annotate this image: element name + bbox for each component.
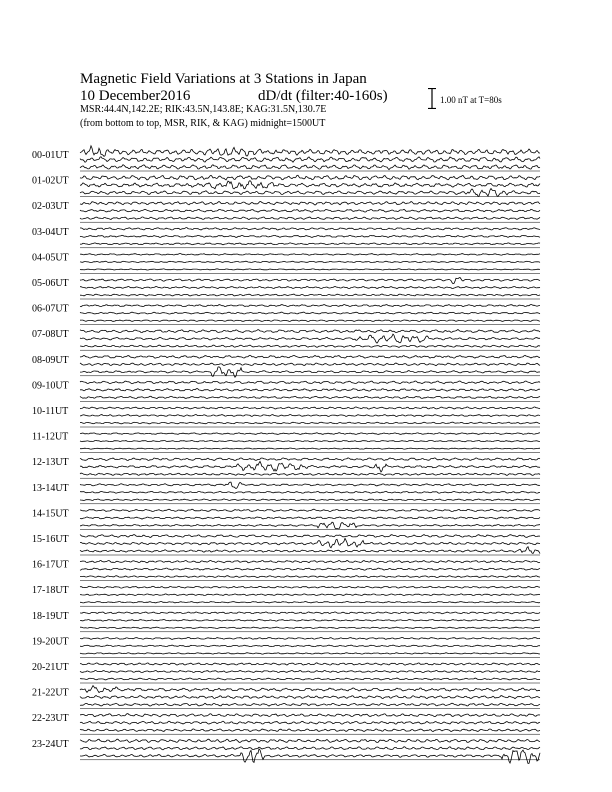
trace-msr	[80, 749, 540, 764]
trace-order-note: (from bottom to top, MSR, RIK, & KAG) midnight=1500UT	[80, 118, 326, 129]
row-label: 01-02UT	[32, 175, 69, 187]
row-label: 16-17UT	[32, 559, 69, 571]
trace-msr	[80, 703, 540, 706]
trace-rik	[80, 645, 540, 647]
trace-msr	[80, 320, 540, 322]
row-label: 05-06UT	[32, 278, 69, 289]
trace-rik	[80, 389, 540, 392]
trace-msr	[80, 217, 540, 220]
row-label: 00-01UT	[32, 150, 69, 161]
trace-kag	[80, 305, 540, 307]
trace-rik	[80, 415, 540, 417]
trace-kag	[80, 407, 540, 409]
trace-kag	[80, 612, 540, 614]
trace-kag	[80, 330, 540, 333]
trace-rik	[80, 491, 540, 493]
trace-rik	[80, 620, 540, 622]
trace-msr	[80, 678, 540, 680]
trace-rik	[80, 747, 540, 750]
row-label: 17-18UT	[32, 585, 69, 597]
trace-msr	[80, 653, 540, 654]
station-coordinates: MSR:44.4N,142.2E; RIK:43.5N,143.8E; KAG:31.5N,130.7E	[80, 104, 327, 115]
trace-kag	[80, 663, 540, 665]
row-label: 20-21UT	[32, 662, 69, 673]
trace-kag	[80, 560, 540, 562]
trace-msr	[80, 294, 540, 296]
trace-rik	[80, 157, 540, 162]
row-label: 07-08UT	[32, 329, 69, 341]
row-label: 08-09UT	[32, 354, 69, 366]
trace-kag	[80, 355, 540, 358]
row-label: 18-19UT	[32, 610, 69, 622]
row-label: 14-15UT	[32, 508, 69, 520]
trace-rik	[80, 538, 540, 547]
row-label: 13-14UT	[32, 482, 69, 494]
chart-data-type: dD/dt (filter:40-160s)	[258, 88, 388, 104]
row-label: 12-13UT	[32, 457, 69, 469]
trace-kag	[80, 254, 540, 256]
trace-msr	[80, 729, 540, 732]
trace-rik	[80, 721, 540, 724]
trace-kag	[80, 686, 540, 693]
scale-label: 1.00 nT at T=80s	[440, 95, 502, 105]
chart-title: Magnetic Field Variations at 3 Stations in Japan	[80, 71, 367, 87]
trace-kag	[80, 586, 540, 588]
trace-rik	[80, 334, 540, 343]
trace-rik	[80, 461, 540, 472]
trace-kag	[80, 228, 540, 230]
trace-rik	[80, 517, 540, 519]
row-label: 21-22UT	[32, 687, 69, 699]
trace-rik	[80, 440, 540, 441]
row-label: 09-10UT	[32, 380, 69, 392]
trace-kag	[80, 535, 540, 538]
trace-kag	[80, 739, 540, 742]
trace-kag	[80, 146, 540, 157]
trace-msr	[80, 499, 540, 501]
trace-rik	[80, 363, 540, 366]
trace-msr	[80, 448, 540, 449]
trace-rik	[80, 181, 540, 189]
trace-msr	[80, 576, 540, 578]
trace-kag	[80, 278, 540, 284]
trace-rik	[80, 568, 540, 570]
trace-msr	[80, 473, 540, 475]
trace-rik	[80, 235, 540, 237]
trace-msr	[80, 345, 540, 347]
trace-kag	[80, 202, 540, 206]
trace-msr	[80, 269, 540, 270]
trace-kag	[80, 458, 540, 461]
trace-msr	[80, 189, 540, 197]
trace-rik	[80, 671, 540, 673]
row-label: 03-04UT	[32, 226, 69, 238]
trace-rik	[80, 312, 540, 314]
trace-kag	[80, 175, 540, 180]
trace-kag	[80, 637, 540, 639]
trace-kag	[80, 482, 540, 488]
trace-rik	[80, 696, 540, 699]
trace-rik	[80, 594, 540, 596]
row-label: 11-12UT	[32, 431, 69, 443]
trace-kag	[80, 433, 540, 435]
trace-rik	[80, 261, 540, 262]
row-label: 15-16UT	[32, 534, 69, 545]
trace-msr	[80, 422, 540, 424]
trace-rik	[80, 209, 540, 212]
trace-msr	[80, 396, 540, 398]
row-label: 10-11UT	[32, 406, 69, 417]
trace-msr	[80, 547, 540, 554]
row-label: 02-03UT	[32, 201, 69, 213]
trace-msr	[80, 243, 540, 245]
row-label: 06-07UT	[32, 303, 69, 315]
row-label: 04-05UT	[32, 252, 69, 264]
row-label: 23-24UT	[32, 738, 69, 750]
row-label: 19-20UT	[32, 636, 69, 648]
trace-kag	[80, 509, 540, 511]
trace-msr	[80, 522, 540, 529]
trace-msr	[80, 627, 540, 628]
trace-kag	[80, 381, 540, 384]
trace-rik	[80, 286, 540, 288]
chart-date: 10 December2016	[80, 88, 191, 104]
trace-kag	[80, 714, 540, 717]
trace-msr	[80, 165, 540, 170]
trace-msr	[80, 602, 540, 603]
row-label: 22-23UT	[32, 713, 69, 725]
